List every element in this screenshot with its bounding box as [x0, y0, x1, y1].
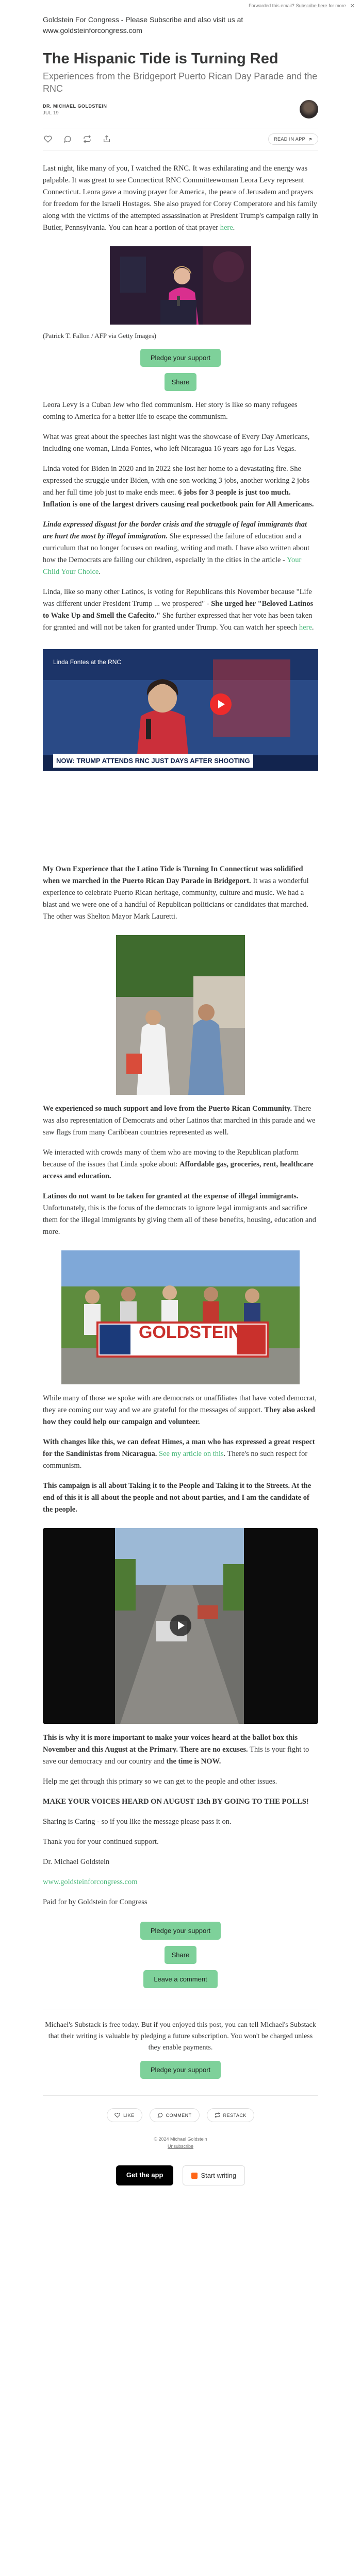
bold-text: This is why it is more important to make your voices heard at the ballot box this November and this August at the Primary. — [43, 1734, 298, 1754]
ticker-text: NOW: TRUMP ATTENDS RNC JUST DAYS AFTER SHOOTING — [53, 754, 253, 768]
copyright — [43, 2136, 318, 2150]
bold-text: We experienced so much support and love from the Puerto Rican Community. — [43, 1105, 292, 1113]
paragraph: Help me get through this primary so we can get to the people and other issues. — [43, 1777, 277, 1786]
leave-comment-button[interactable]: Leave a comment — [143, 1970, 217, 1988]
get-the-app-button[interactable]: Get the app — [116, 2165, 174, 2185]
video-title: Linda Fontes at the RNC — [53, 658, 122, 666]
paragraph — [43, 1876, 318, 1888]
external-link-icon — [308, 137, 313, 142]
text: This is your fight to save our democracy and our country and — [43, 1745, 309, 1766]
paragraph — [43, 1147, 318, 1182]
bold-text: They also asked how they could help our campaign and volunteer. — [43, 1406, 315, 1426]
photo-caption: (Patrick T. Fallon / AFP via Getty Images) — [43, 332, 157, 340]
himes-article-link[interactable]: See my article on this — [159, 1450, 224, 1458]
close-icon[interactable]: ✕ — [350, 3, 355, 9]
share-button[interactable]: Share — [165, 373, 197, 391]
speech-link[interactable]: here — [299, 623, 312, 632]
comment-icon[interactable] — [62, 134, 73, 144]
campaign-website-link[interactable]: www.goldsteinforcongress.com — [43, 1878, 138, 1886]
bold-text: Latinos do not want to be taken for granted at the expense of illegal immigrants. — [43, 1192, 299, 1200]
text: . — [311, 623, 314, 632]
pledge-support-button[interactable]: Pledge your support — [140, 349, 221, 367]
bold-text: Affordable gas, groceries, rent, healthcare access and education. — [43, 1160, 314, 1180]
restack-icon[interactable] — [82, 134, 92, 144]
post-container — [43, 14, 318, 2185]
post-title[interactable]: The Hispanic Tide is Turning Red — [43, 50, 278, 67]
text: While many of those we spoke with are democrats or unaffiliates that have voted democrat, they are coming our way and we are grateful for the messages of support. — [43, 1394, 317, 1414]
text: There was also representation of Democrats and other Latinos that marched in this parade and we saw flags from many Caribbean countries represented as well. — [43, 1105, 316, 1137]
start-writing-button[interactable] — [183, 2165, 245, 2185]
comment-icon — [157, 2112, 163, 2118]
substack-logo-icon — [191, 2173, 198, 2179]
restack-label: RESTACK — [223, 2112, 247, 2118]
paragraph: Sharing is Caring - so if you like the message please pass it on. — [43, 1818, 232, 1826]
your-child-your-choice-link[interactable]: Your Child Your Choice — [43, 556, 302, 576]
comment-button[interactable] — [150, 2108, 200, 2122]
author-name[interactable]: DR. MICHAEL GOLDSTEIN — [43, 103, 107, 109]
pledge-note: Michael's Substack is free today. But if you enjoyed this post, you can tell Michael's Substack that their writing is valuable by pledging a future subscription. You won't be charged unless they enable payments. — [45, 2021, 316, 2052]
post-subtitle: Experiences from the Bridgeport Puerto Rican Day Parade and the RNC — [43, 71, 318, 94]
paragraph — [43, 1796, 318, 1808]
bold-text: the time is NOW. — [166, 1757, 221, 1766]
street-video-embed[interactable] — [43, 1528, 318, 1724]
text: She expressed the failure of education and a curriculum that no longer focuses on reading, writing and math. I have also written about how the Democrats are failing our children, especially in the cities in the article - — [43, 532, 310, 564]
like-button[interactable] — [107, 2108, 142, 2122]
text: Linda, like so many other Latinos, is voting for Republicans this November because "Life was different under President Trump ... we prospered" - — [43, 588, 312, 608]
parade-photo-1[interactable] — [116, 935, 245, 1095]
pledge-support-button[interactable]: Pledge your support — [140, 2061, 221, 2079]
bold-text: MAKE YOUR VOICES HEARD ON AUGUST 13th BY GOING TO THE POLLS! — [43, 1798, 309, 1806]
paragraph — [43, 463, 318, 511]
text: . There's no such respect for communism. — [43, 1450, 308, 1470]
share-button[interactable]: Share — [165, 1946, 197, 1964]
read-in-app-button[interactable] — [268, 133, 318, 145]
subscribe-link[interactable]: Subscribe here — [296, 3, 327, 8]
author-avatar[interactable] — [300, 100, 318, 118]
paragraph — [43, 586, 318, 634]
forward-prompt: Forwarded this email? — [249, 3, 294, 8]
pretitle-url: www.goldsteinforcongress.com — [43, 26, 142, 35]
forward-suffix: for more — [329, 3, 346, 8]
play-icon[interactable] — [170, 1615, 191, 1636]
text: Linda voted for Biden in 2020 and in 2022 she lost her home to a devastating fire. She expressed the struggle under Biden, with one son working 3 jobs, another working 2 jobs and her full time job just to make ends meet. — [43, 465, 310, 497]
play-icon[interactable] — [210, 693, 232, 715]
post-actions — [43, 128, 318, 150]
rnc-speaker-image — [110, 246, 251, 325]
paragraph — [43, 1436, 318, 1472]
paragraph — [43, 1480, 318, 1516]
paragraph — [43, 863, 318, 923]
paragraph — [43, 1103, 318, 1139]
text: Last night, like many of you, I watched the RNC. It was exhilarating and the energy was palpable. It was great to see Connecticut RNC Committeewoman Leora Levy represent Connecticut. Leora gave a moving prayer for America, the peace of Jerusalem and prayers for freedom for the Israeli Hostages. She also prayed for Corey Comperatore and his family along with the victims of the attempted assassination at President Trump's campaign rally in Butler, Pennsylvania. You can hear a portion of that prayer — [43, 164, 318, 232]
app-promo-bar — [43, 2165, 318, 2185]
paragraph: Dr. Michael Goldstein — [43, 1858, 110, 1866]
paragraph: Thank you for your continued support. — [43, 1838, 159, 1846]
share-icon[interactable] — [102, 134, 112, 144]
paragraph — [43, 1191, 318, 1238]
text: She further expressed that her vote has been taken for granted and will not be taken for granted under Trump. You can watch her speech — [43, 612, 313, 632]
footer-actions — [43, 2108, 318, 2122]
unsubscribe-link[interactable]: Unsubscribe — [167, 2144, 194, 2149]
paragraph: Leora Levy is a Cuban Jew who fled communism. Her story is like so many refugees coming to America for a better life to escape the communism. — [43, 401, 298, 421]
paragraph — [43, 519, 318, 578]
video-embed[interactable] — [43, 649, 318, 771]
rnc-speaker-photo[interactable] — [110, 246, 251, 325]
comment-label: COMMENT — [166, 2112, 192, 2118]
bold-text: She urged her "Beloved Latinos to Wake Up and Smell the Cafecito." — [43, 600, 314, 620]
post-date: JUL 19 — [43, 110, 59, 115]
like-label: LIKE — [123, 2112, 135, 2118]
pledge-support-button[interactable]: Pledge your support — [140, 1922, 221, 1940]
restack-icon — [215, 2112, 220, 2118]
bold-italic-text: Linda expressed disgust for the border crisis and the struggle of legal immigrants that are hurt the most by illegal immigration. — [43, 520, 307, 540]
restack-button[interactable] — [207, 2108, 254, 2122]
copyright-text: © 2024 Michael Goldstein — [154, 2137, 207, 2142]
text: It was a wonderful experience to celebrate Puerto Rican heritage, community, culture and music. We had a blast and we were one of a handful of Republican politicians or candidates that marched. The other was Shelton Mayor Mark Lauretti. — [43, 877, 309, 921]
paragraph — [43, 1732, 318, 1768]
heart-icon — [114, 2112, 120, 2118]
parade-image-2 — [61, 1250, 300, 1384]
paragraph — [43, 163, 318, 234]
start-writing-label: Start writing — [201, 2172, 237, 2179]
campaign-banner-text: GOLDSTEIN — [139, 1323, 241, 1342]
text: Unfortunately, this is the focus of the democrats to ignore legal immigrants and sacrifice them for the illegal immigrants by giving them all of these benefits, housing, education and more. — [43, 1204, 316, 1236]
text: We interacted with crowds many of them who are moving to the Republican platform because of the issues that Linda spoke about: — [43, 1148, 299, 1168]
prayer-link[interactable]: here — [220, 224, 233, 232]
read-in-app-label: READ IN APP — [274, 137, 305, 142]
paragraph: Paid for by Goldstein for Congress — [43, 1898, 147, 1906]
paragraph — [43, 1393, 318, 1428]
post-body — [43, 163, 318, 1988]
pretitle — [43, 14, 318, 36]
video-ticker — [43, 755, 318, 771]
pretitle-line: Goldstein For Congress - Please Subscribe and also visit us at — [43, 15, 243, 24]
text: . — [233, 224, 235, 232]
byline — [43, 100, 318, 118]
paragraph: What was great about the speeches last night was the showcase of Every Day Americans, including one woman, Linda Fontes, who left Nicaragua 16 years ago for Las Vegas. — [43, 433, 310, 453]
bold-text: My Own Experience that the Latino Tide is Turning In Connecticut was solidified when we marched in the Puerto Rican Day Parade in Bridgeport. — [43, 865, 303, 885]
parade-image-1 — [116, 935, 245, 1095]
bold-text: This campaign is all about Taking it to the People and Taking it to the Streets. At the end of this it is all about the people and not about parties, and I am the candidate of the people. — [43, 1482, 311, 1514]
parade-photo-2[interactable] — [61, 1250, 300, 1384]
pledge-footer — [43, 2009, 318, 2096]
heart-icon[interactable] — [43, 134, 53, 144]
bold-text: 6 jobs for 3 people is just too much. Inflation is one of the largest drivers causing real pocketbook pain for All Americans. — [43, 488, 314, 509]
forward-notice-bar — [0, 0, 361, 11]
bold-text: There are no excuses. — [179, 1745, 248, 1754]
text: . — [99, 568, 101, 576]
bold-text: With changes like this, we can defeat Himes, a man who has expressed a great respect for the Sandinistas from Nicaragua. — [43, 1438, 315, 1458]
